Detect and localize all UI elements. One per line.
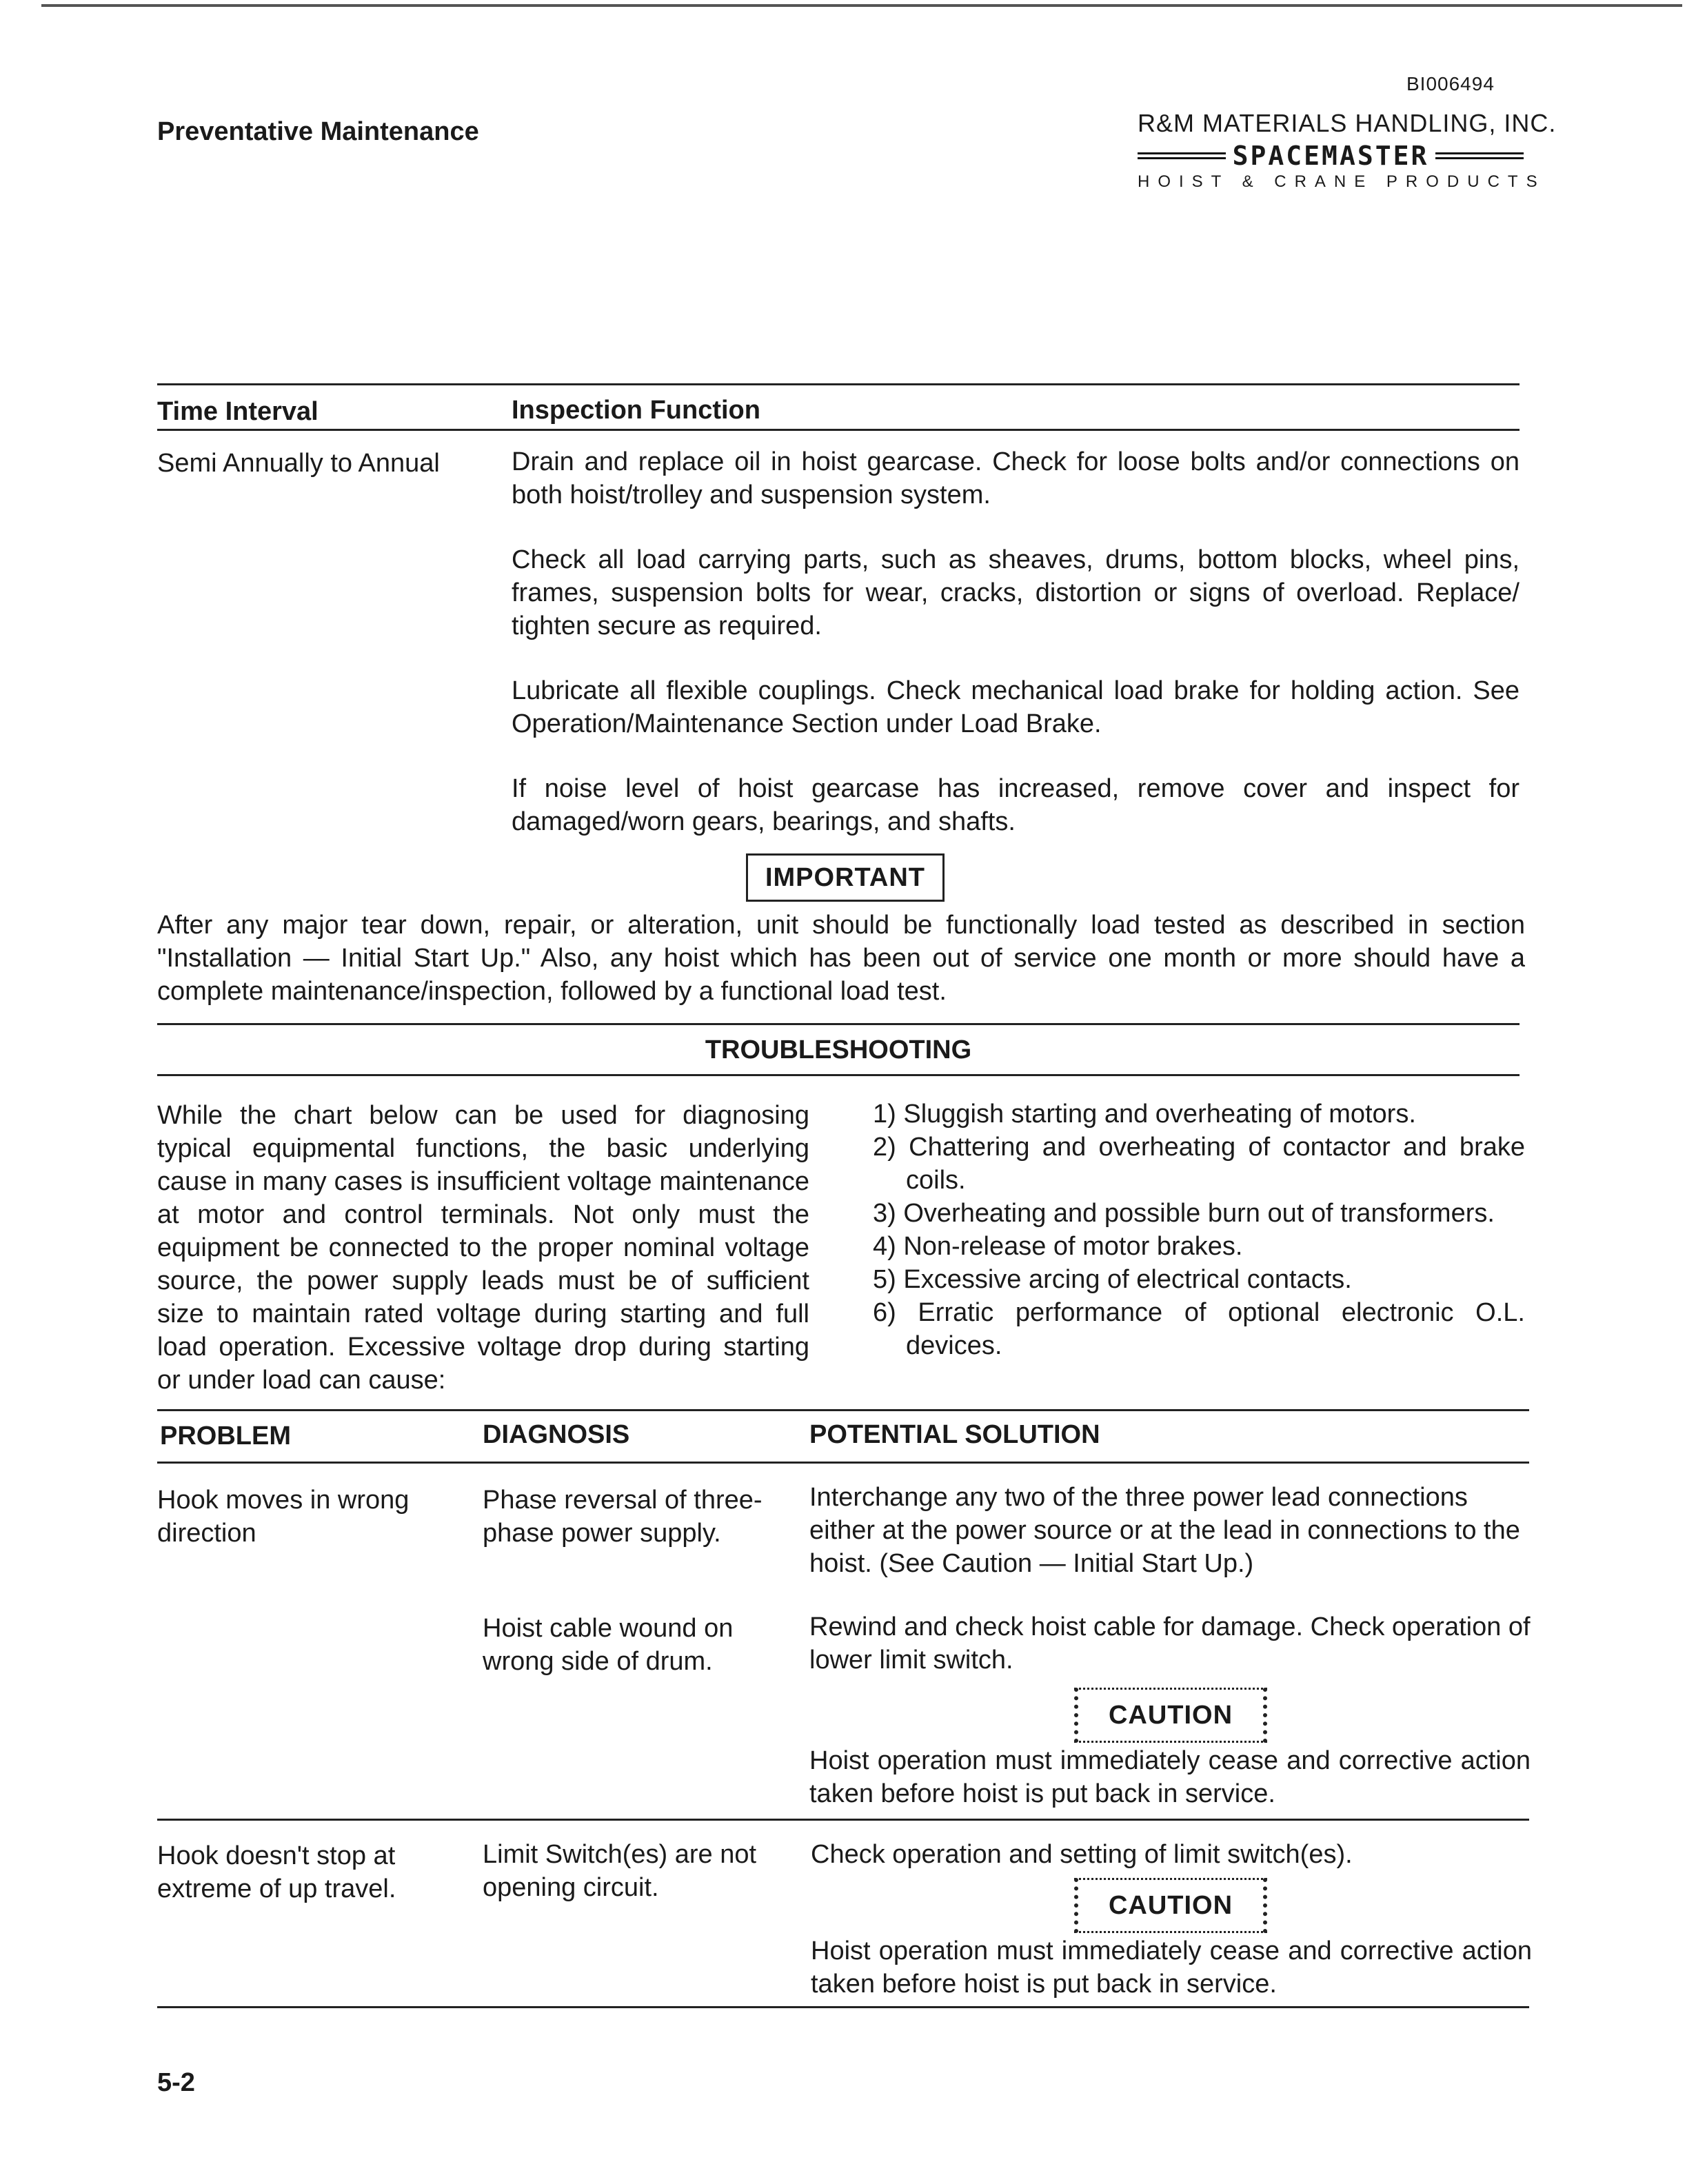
- brand-name: SPACEMASTER: [1232, 141, 1429, 171]
- solution-text: Interchange any two of the three power lead connections either at the power source or at the lead in connections to the hoist. (See Caution — Initial Start Up.): [809, 1483, 1520, 1578]
- troubleshooting-bottom-rule: [157, 1074, 1520, 1076]
- header-inspection-function: Inspection Function: [512, 396, 760, 425]
- brand-line-right: [1435, 152, 1524, 159]
- list-item: 2) Chattering and overheating of contactor and brake coils.: [873, 1133, 1525, 1195]
- header-time-interval: Time Interval: [157, 397, 319, 426]
- important-text: After any major tear down, repair, or alteration, unit should be functionally load tested as described in section "Installation — Initial Start Up." Also, any hoist which has been out of service one month or more should have a complete maintenance/inspection, followed by a functional load test.: [157, 911, 1525, 1006]
- troubleshooting-heading: TROUBLESHOOTING: [705, 1035, 972, 1064]
- inspection-paragraph: If noise level of hoist gearcase has increased, remove cover and inspect for damaged/worn gears, bearings, and shafts.: [512, 774, 1520, 836]
- table-header-rule: [157, 429, 1520, 431]
- solution-text: Check operation and setting of limit switch(es).: [811, 1840, 1353, 1869]
- list-item: 6) Erratic performance of optional electronic O.L. devices.: [873, 1298, 1525, 1360]
- problem-table-header-rule: [157, 1462, 1529, 1464]
- important-label: IMPORTANT: [746, 853, 945, 902]
- inspection-paragraph: Drain and replace oil in hoist gearcase. Check for loose bolts and/or connections on both hoist/trolley and suspension system.: [512, 447, 1520, 509]
- problem-table-bottom-rule: [157, 2006, 1529, 2008]
- header-problem: PROBLEM: [160, 1422, 291, 1450]
- troubleshooting-top-rule: [157, 1023, 1520, 1025]
- problem-text: Hook doesn't stop at extreme of up travel.: [157, 1841, 396, 1903]
- table-top-rule: [157, 383, 1520, 385]
- problem-table-top-rule: [157, 1409, 1529, 1411]
- diagnosis-text: Hoist cable wound on wrong side of drum.: [483, 1614, 734, 1676]
- row-divider: [157, 1819, 1529, 1821]
- brand-subtitle: HOIST & CRANE PRODUCTS: [1138, 172, 1546, 191]
- brand-line-left: [1138, 152, 1226, 159]
- caution-text: Hoist operation must immediately cease and corrective action taken before hoist is put back in service.: [811, 1937, 1532, 1999]
- diagnosis-text: Limit Switch(es) are not opening circuit.: [483, 1840, 757, 1902]
- solution-text: Rewind and check hoist cable for damage. Check operation of lower limit switch.: [809, 1612, 1531, 1675]
- causes-list: [873, 1098, 1525, 1362]
- company-logo: [1138, 109, 1557, 192]
- list-item: 1) Sluggish starting and overheating of motors.: [873, 1100, 1416, 1129]
- top-edge-bar: [41, 4, 1682, 7]
- caution-label: CAUTION: [1074, 1688, 1267, 1743]
- header-diagnosis: DIAGNOSIS: [483, 1420, 630, 1449]
- inspection-paragraph: Lubricate all flexible couplings. Check mechanical load brake for holding action. See Operation/Maintenance Section under Load Brake.: [512, 676, 1520, 738]
- diagnosis-text: Phase reversal of three-phase power supply.: [483, 1486, 763, 1548]
- brand-row: [1138, 141, 1524, 171]
- problem-text: Hook moves in wrong direction: [157, 1486, 410, 1548]
- inspection-paragraph: Check all load carrying parts, such as sheaves, drums, bottom blocks, wheel pins, frames, suspension bolts for wear, cracks, distortion or signs of overload. Replace/ tighten secure as required.: [512, 545, 1520, 640]
- header-potential-solution: POTENTIAL SOLUTION: [809, 1420, 1100, 1449]
- list-item: 5) Excessive arcing of electrical contacts.: [873, 1265, 1352, 1294]
- company-name: R&M MATERIALS HANDLING, INC.: [1138, 109, 1557, 137]
- list-item: 3) Overheating and possible burn out of transformers.: [873, 1199, 1495, 1228]
- page-title: Preventative Maintenance: [157, 117, 479, 146]
- troubleshooting-intro: While the chart below can be used for diagnosing typical equipmental functions, the basic underlying cause in many cases is insufficient voltage maintenance at motor and control terminals. Not only must the equipment be connected to the proper nominal voltage source, the power supply leads must be of sufficient size to maintain rated voltage during starting and full load operation. Excessive voltage drop during starting or under load can cause:: [157, 1101, 809, 1395]
- document-id: BI006494: [1406, 73, 1495, 94]
- time-interval-value: Semi Annually to Annual: [157, 449, 440, 478]
- list-item: 4) Non-release of motor brakes.: [873, 1232, 1243, 1261]
- caution-label: CAUTION: [1074, 1878, 1267, 1933]
- caution-text: Hoist operation must immediately cease and corrective action taken before hoist is put back in service.: [809, 1746, 1531, 1808]
- page-number: 5-2: [157, 2068, 195, 2097]
